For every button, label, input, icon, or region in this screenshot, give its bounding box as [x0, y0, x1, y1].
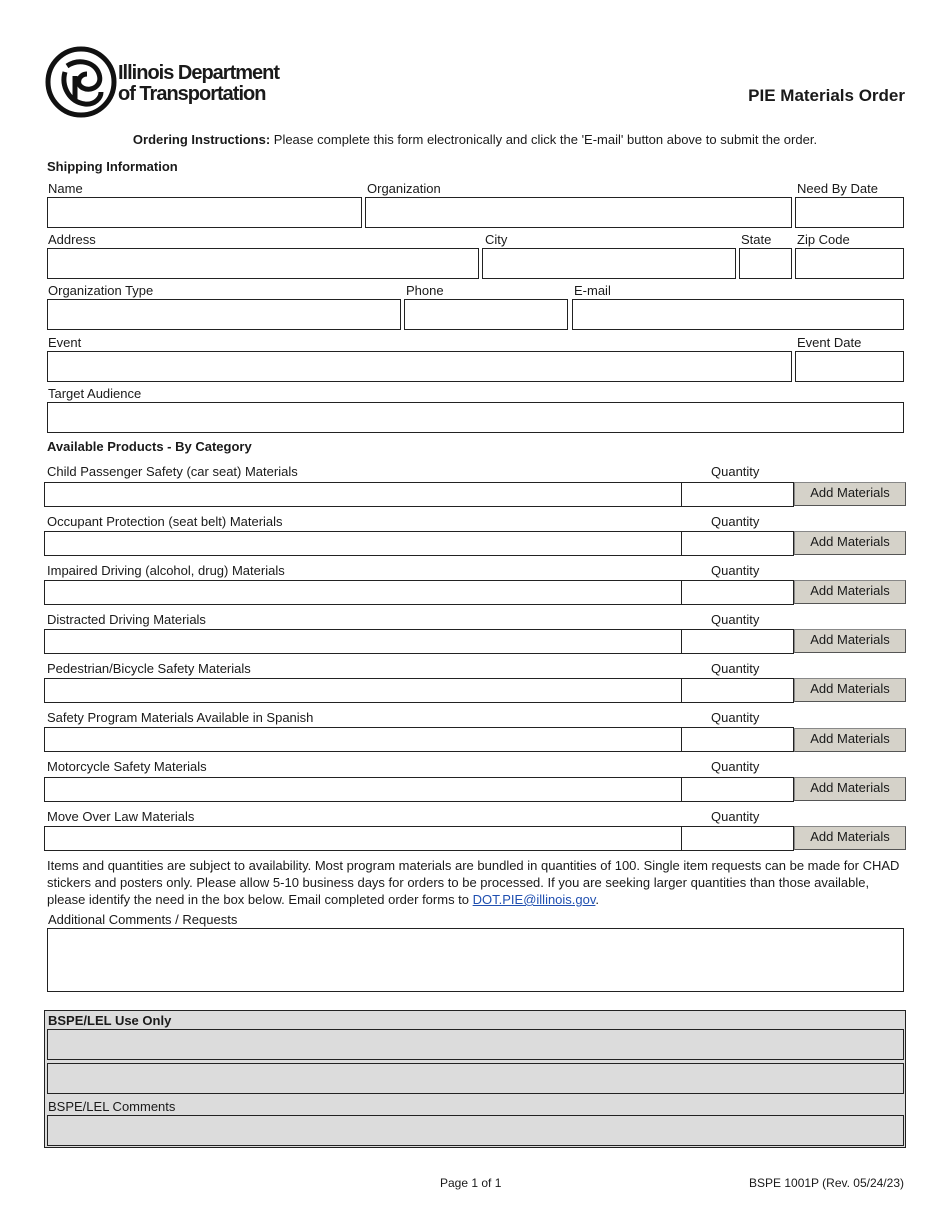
quantity-label: Quantity — [711, 514, 760, 529]
add-materials-button[interactable]: Add Materials — [794, 580, 906, 604]
office-comments-label: BSPE/LEL Comments — [48, 1099, 176, 1114]
organization-field[interactable] — [365, 197, 792, 228]
product-select[interactable] — [44, 678, 682, 703]
event-date-field[interactable] — [795, 351, 904, 382]
product-select[interactable] — [44, 826, 682, 851]
quantity-field[interactable] — [681, 629, 794, 654]
comments-label: Additional Comments / Requests — [48, 912, 238, 927]
product-category-label: Pedestrian/Bicycle Safety Materials — [47, 661, 251, 676]
organization-label: Organization — [367, 181, 441, 196]
add-materials-button[interactable]: Add Materials — [794, 629, 906, 653]
zip-code-label: Zip Code — [797, 232, 850, 247]
product-select[interactable] — [44, 727, 682, 752]
contact-email-link[interactable]: DOT.PIE@illinois.gov — [472, 892, 596, 907]
product-category-label: Move Over Law Materials — [47, 809, 195, 824]
address-field[interactable] — [47, 248, 479, 279]
name-label: Name — [48, 181, 83, 196]
office-use-heading: BSPE/LEL Use Only — [48, 1013, 172, 1028]
quantity-label: Quantity — [711, 612, 760, 627]
page-number: Page 1 of 1 — [440, 1176, 502, 1190]
add-materials-button[interactable]: Add Materials — [794, 482, 906, 506]
email-label: E-mail — [574, 283, 611, 298]
need-by-date-field[interactable] — [795, 197, 904, 228]
product-category-label: Occupant Protection (seat belt) Materials — [47, 514, 283, 529]
event-date-label: Event Date — [797, 335, 862, 350]
product-select[interactable] — [44, 580, 682, 605]
organization-type-field[interactable] — [47, 299, 401, 330]
notice-end: . — [595, 892, 600, 907]
quantity-label: Quantity — [711, 464, 760, 479]
quantity-field[interactable] — [681, 580, 794, 605]
add-materials-button[interactable]: Add Materials — [794, 728, 906, 752]
city-field[interactable] — [482, 248, 736, 279]
add-materials-button[interactable]: Add Materials — [794, 531, 906, 555]
email-field[interactable] — [572, 299, 904, 330]
office-use-field-2[interactable] — [47, 1063, 904, 1094]
state-label: State — [741, 232, 772, 247]
form-number: BSPE 1001P (Rev. 05/24/23) — [749, 1176, 904, 1190]
instructions-label: Ordering Instructions: — [132, 132, 271, 147]
product-category-label: Child Passenger Safety (car seat) Materials — [47, 464, 298, 479]
notice-text: Items and quantities are subject to availability. Most program materials are bundled in quantities of 100. Single item requests can be made for CHAD stickers and posters only. Please allow 5-10 business days for orders to be processed. If you are seeking larger quantities than those available, please identify the need in the box below. Email completed order forms to — [47, 858, 900, 907]
product-category-label: Impaired Driving (alcohol, drug) Materials — [47, 563, 285, 578]
phone-field[interactable] — [404, 299, 568, 330]
product-select[interactable] — [44, 482, 682, 507]
event-field[interactable] — [47, 351, 792, 382]
add-materials-button[interactable]: Add Materials — [794, 777, 906, 801]
quantity-field[interactable] — [681, 826, 794, 851]
quantity-label: Quantity — [711, 759, 760, 774]
quantity-field[interactable] — [681, 727, 794, 752]
product-category-label: Distracted Driving Materials — [47, 612, 206, 627]
event-label: Event — [48, 335, 82, 350]
quantity-field[interactable] — [681, 777, 794, 802]
product-category-label: Motorcycle Safety Materials — [47, 759, 207, 774]
product-select[interactable] — [44, 629, 682, 654]
state-field[interactable] — [739, 248, 792, 279]
comments-field[interactable] — [47, 928, 904, 992]
instructions-text: Please complete this form electronically and click the 'E-mail' button above to submit the order. — [270, 132, 818, 147]
ordering-instructions — [0, 132, 950, 147]
need-by-date-label: Need By Date — [797, 181, 878, 196]
product-select[interactable] — [44, 531, 682, 556]
products-heading: Available Products - By Category — [47, 439, 252, 454]
add-materials-button[interactable]: Add Materials — [794, 826, 906, 850]
target-audience-label: Target Audience — [48, 386, 142, 401]
quantity-label: Quantity — [711, 710, 760, 725]
quantity-label: Quantity — [711, 661, 760, 676]
quantity-field[interactable] — [681, 531, 794, 556]
quantity-field[interactable] — [681, 482, 794, 507]
zip-code-field[interactable] — [795, 248, 904, 279]
organization-type-label: Organization Type — [48, 283, 154, 298]
product-category-label: Safety Program Materials Available in Spanish — [47, 710, 314, 725]
add-materials-button[interactable]: Add Materials — [794, 678, 906, 702]
target-audience-field[interactable] — [47, 402, 904, 433]
form-title: PIE Materials Order — [748, 86, 905, 105]
phone-label: Phone — [406, 283, 444, 298]
name-field[interactable] — [47, 197, 362, 228]
quantity-label: Quantity — [711, 809, 760, 824]
idot-logo-icon — [45, 46, 117, 118]
city-label: City — [485, 232, 508, 247]
logo-line-1: Illinois Department — [118, 62, 280, 84]
shipping-heading: Shipping Information — [47, 159, 178, 174]
quantity-field[interactable] — [681, 678, 794, 703]
office-use-field-1[interactable] — [47, 1029, 904, 1060]
address-label: Address — [48, 232, 96, 247]
logo-line-2: of Transportation — [118, 83, 266, 105]
idot-logo — [45, 46, 300, 118]
quantity-label: Quantity — [711, 563, 760, 578]
office-comments-field[interactable] — [47, 1115, 904, 1146]
product-select[interactable] — [44, 777, 682, 802]
availability-notice — [47, 857, 907, 908]
